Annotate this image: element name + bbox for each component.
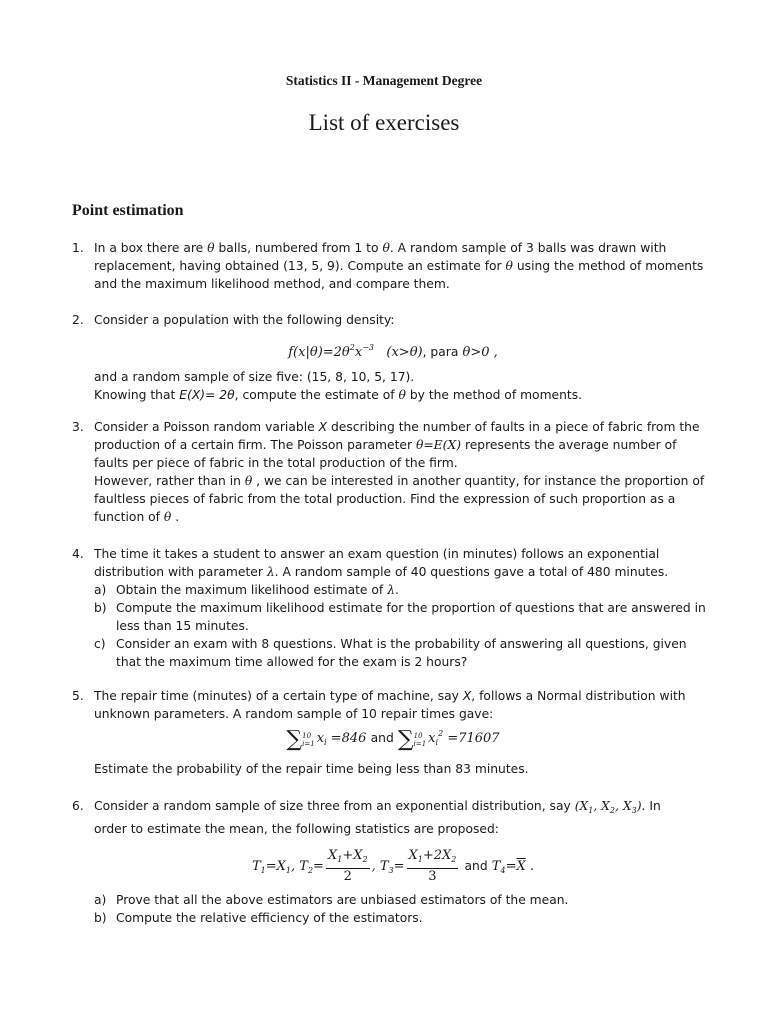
course-heading: Statistics II - Management Degree bbox=[285, 73, 483, 88]
exercise-2 bbox=[72, 311, 692, 404]
exercise-text: replacement, having obtained (13, 5, 9). Compute an estimate for θ using the method of moments bbox=[94, 259, 704, 273]
lambda-symbol: λ bbox=[266, 565, 275, 579]
exercise-number: 1. bbox=[72, 241, 84, 255]
exercise-text: However, rather than in θ , we can be interested in another quantity, for instance the proportion of bbox=[94, 474, 705, 488]
sum-equation: ∑10 i=1 $x_i =846$ and ∑10 i=1 $x_i^2 =71607$ bbox=[286, 727, 500, 752]
exercise-5 bbox=[72, 687, 692, 778]
page-title: List of exercises bbox=[308, 110, 460, 135]
exercise-text: In a box there are θ balls, numbered from 1 to θ. A random sample of 3 balls was drawn with bbox=[94, 241, 667, 255]
exercise-text: distribution with parameter λ. A random sample of 40 questions gave a total of 480 minutes. bbox=[94, 565, 669, 579]
exercise-text: Estimate the probability of the repair time being less than 83 minutes. bbox=[94, 762, 529, 776]
sub-question-b: b) Compute the maximum likelihood estimate for the proportion of questions that are answered in less than 15 minutes. bbox=[94, 601, 706, 633]
exercise-text: The repair time (minutes) of a certain type of machine, say X, follows a Normal distribution with bbox=[94, 689, 686, 703]
theta-symbol: θ bbox=[382, 241, 390, 255]
sub-question-b: b) Compute the relative efficiency of the estimators. bbox=[94, 911, 423, 925]
sub-question-a: a) Obtain the maximum likelihood estimate of λ. bbox=[94, 583, 399, 597]
exercise-text: order to estimate the mean, the following statistics are proposed: bbox=[94, 822, 499, 836]
exercise-text: Consider a random sample of size three from an exponential distribution, say ($X_1$, $X_2$, $X_3$). In bbox=[94, 799, 661, 815]
exercise-text: and the maximum likelihood method, and compare them. bbox=[94, 277, 450, 291]
exercise-6 bbox=[72, 797, 692, 927]
sub-question-a: a) Prove that all the above estimators are unbiased estimators of the mean. bbox=[94, 893, 569, 907]
exercise-number: 3. bbox=[72, 420, 84, 434]
exercise-1 bbox=[72, 239, 704, 293]
section-heading: Point estimation bbox=[72, 202, 184, 219]
theta-symbol: θ bbox=[398, 388, 406, 402]
density-equation: $f(x|\theta)=2\theta^2x^{-3}$ (x>θ), para θ>0 , bbox=[288, 343, 498, 360]
theta-symbol: θ bbox=[505, 259, 513, 273]
sub-question-c: c) Consider an exam with 8 questions. What is the probability of answering all questions, given that the maximum time allowed for the exam is 2 hours? bbox=[94, 637, 687, 669]
exercise-text: production of a certain firm. The Poisson parameter θ=E(X) represents the average number of bbox=[94, 438, 677, 452]
exercise-text: function of θ . bbox=[94, 510, 180, 524]
theta-symbol: θ bbox=[244, 474, 253, 488]
theta-symbol: θ bbox=[207, 241, 215, 255]
exercise-text: faultless pieces of fabric from the total production. Find the expression of such proportion as a bbox=[94, 492, 676, 506]
exercise-text: The time it takes a student to answer an exam question (in minutes) follows an exponential bbox=[94, 547, 660, 561]
exercise-3 bbox=[72, 418, 705, 526]
exercise-number: 6. bbox=[72, 799, 84, 813]
exercise-text: Consider a population with the following density: bbox=[94, 313, 395, 327]
exercise-text: faults per piece of fabric in the total production of the firm. bbox=[94, 456, 458, 470]
exercise-number: 2. bbox=[72, 313, 84, 327]
exercise-text: and a random sample of size five: (15, 8, 10, 5, 17). bbox=[94, 370, 415, 384]
exercise-number: 4. bbox=[72, 547, 84, 561]
exercise-4 bbox=[72, 545, 706, 671]
exercise-text: unknown parameters. A random sample of 10 repair times gave: bbox=[94, 707, 494, 721]
estimators-equation: $T_1=X_1$, $T_2=$ $\frac{X_1+X_2}{2}$ , $T_3=$ $\frac{X_1+2X_2}{3}$ and $T_4=\overline{X}$ . bbox=[252, 848, 534, 884]
exercise-number: 5. bbox=[72, 689, 84, 703]
exercise-text: Knowing that E(X)= 2θ, compute the estimate of θ by the method of moments. bbox=[94, 388, 583, 402]
exercise-text: Consider a Poisson random variable X describing the number of faults in a piece of fabric from the bbox=[94, 420, 700, 434]
theta-symbol: θ bbox=[163, 510, 172, 524]
lambda-symbol: λ bbox=[387, 583, 395, 597]
